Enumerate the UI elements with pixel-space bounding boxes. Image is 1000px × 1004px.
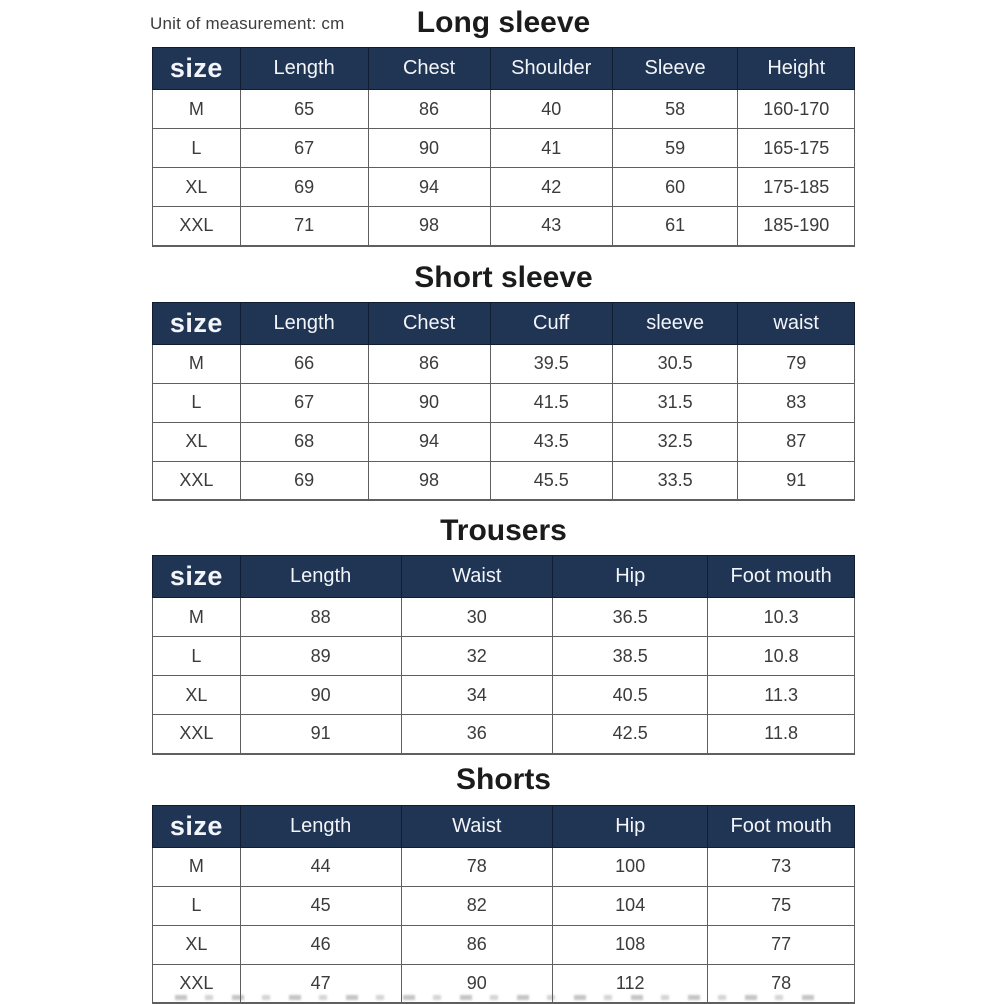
value-cell: 43.5 — [490, 422, 612, 461]
size-column-header: size — [153, 302, 241, 344]
value-cell: 165-175 — [738, 129, 855, 168]
value-cell: 42 — [490, 168, 612, 207]
value-cell: 78 — [401, 847, 553, 886]
shorts-table — [152, 805, 855, 1004]
size-chart — [152, 0, 855, 1004]
value-cell: 86 — [368, 344, 490, 383]
trousers-title: Trousers — [152, 509, 855, 553]
value-cell: 160-170 — [738, 90, 855, 129]
size-cell: M — [153, 847, 241, 886]
value-cell: 90 — [401, 964, 553, 1003]
column-header: Cuff — [490, 302, 612, 344]
value-cell: 90 — [240, 676, 401, 715]
size-column-header: size — [153, 48, 241, 90]
shorts-title: Shorts — [152, 758, 855, 802]
value-cell: 69 — [240, 168, 368, 207]
value-cell: 47 — [240, 964, 401, 1003]
value-cell: 104 — [553, 886, 708, 925]
table-row — [153, 207, 855, 246]
value-cell: 91 — [240, 715, 401, 754]
table-row — [153, 383, 855, 422]
value-cell: 65 — [240, 90, 368, 129]
column-header: sleeve — [612, 302, 738, 344]
column-header: Waist — [401, 805, 553, 847]
table-row — [153, 715, 855, 754]
table-row — [153, 422, 855, 461]
value-cell: 94 — [368, 422, 490, 461]
value-cell: 83 — [738, 383, 855, 422]
value-cell: 86 — [401, 925, 553, 964]
value-cell: 175-185 — [738, 168, 855, 207]
size-cell: XL — [153, 676, 241, 715]
short-sleeve-title: Short sleeve — [152, 256, 855, 300]
value-cell: 112 — [553, 964, 708, 1003]
value-cell: 39.5 — [490, 344, 612, 383]
unit-of-measurement-note: Unit of measurement: cm — [150, 14, 345, 34]
value-cell: 46 — [240, 925, 401, 964]
value-cell: 36 — [401, 715, 553, 754]
value-cell: 98 — [368, 207, 490, 246]
table-row — [153, 676, 855, 715]
value-cell: 88 — [240, 598, 401, 637]
size-cell: M — [153, 344, 241, 383]
column-header: Length — [240, 805, 401, 847]
short-sleeve-table — [152, 302, 855, 502]
value-cell: 45.5 — [490, 461, 612, 500]
header-row — [153, 48, 855, 90]
value-cell: 31.5 — [612, 383, 738, 422]
value-cell: 61 — [612, 207, 738, 246]
table-row — [153, 598, 855, 637]
value-cell: 87 — [738, 422, 855, 461]
value-cell: 90 — [368, 383, 490, 422]
value-cell: 60 — [612, 168, 738, 207]
value-cell: 41.5 — [490, 383, 612, 422]
value-cell: 34 — [401, 676, 553, 715]
table-row — [153, 847, 855, 886]
value-cell: 90 — [368, 129, 490, 168]
table-row — [153, 344, 855, 383]
value-cell: 67 — [240, 383, 368, 422]
value-cell: 38.5 — [553, 637, 708, 676]
value-cell: 91 — [738, 461, 855, 500]
column-header: Waist — [401, 556, 553, 598]
value-cell: 108 — [553, 925, 708, 964]
size-cell: XL — [153, 168, 241, 207]
size-cell: L — [153, 886, 241, 925]
value-cell: 82 — [401, 886, 553, 925]
column-header: Chest — [368, 48, 490, 90]
value-cell: 36.5 — [553, 598, 708, 637]
size-cell: XXL — [153, 207, 241, 246]
column-header: Hip — [553, 805, 708, 847]
table-row — [153, 461, 855, 500]
value-cell: 66 — [240, 344, 368, 383]
size-cell: XL — [153, 422, 241, 461]
size-cell: M — [153, 90, 241, 129]
value-cell: 30.5 — [612, 344, 738, 383]
header-row — [153, 556, 855, 598]
value-cell: 77 — [708, 925, 855, 964]
column-header: Sleeve — [612, 48, 738, 90]
value-cell: 45 — [240, 886, 401, 925]
trousers-table — [152, 555, 855, 755]
size-cell: XXL — [153, 715, 241, 754]
column-header: waist — [738, 302, 855, 344]
size-column-header: size — [153, 805, 241, 847]
value-cell: 40.5 — [553, 676, 708, 715]
value-cell: 41 — [490, 129, 612, 168]
value-cell: 11.8 — [708, 715, 855, 754]
value-cell: 79 — [738, 344, 855, 383]
value-cell: 89 — [240, 637, 401, 676]
size-cell: L — [153, 383, 241, 422]
table-row — [153, 168, 855, 207]
value-cell: 86 — [368, 90, 490, 129]
value-cell: 33.5 — [612, 461, 738, 500]
table-row — [153, 886, 855, 925]
column-header: Length — [240, 556, 401, 598]
header-row — [153, 805, 855, 847]
column-header: Height — [738, 48, 855, 90]
value-cell: 11.3 — [708, 676, 855, 715]
long-sleeve-title: Long sleeve — [152, 1, 855, 45]
size-column-header: size — [153, 556, 241, 598]
table-row — [153, 637, 855, 676]
size-cell: XL — [153, 925, 241, 964]
value-cell: 32.5 — [612, 422, 738, 461]
column-header: Shoulder — [490, 48, 612, 90]
short-sleeve-section — [152, 256, 855, 502]
size-cell: M — [153, 598, 241, 637]
column-header: Foot mouth — [708, 805, 855, 847]
value-cell: 44 — [240, 847, 401, 886]
trousers-section — [152, 509, 855, 755]
column-header: Foot mouth — [708, 556, 855, 598]
value-cell: 40 — [490, 90, 612, 129]
long-sleeve-section — [152, 1, 855, 247]
value-cell: 75 — [708, 886, 855, 925]
value-cell: 30 — [401, 598, 553, 637]
value-cell: 59 — [612, 129, 738, 168]
value-cell: 10.8 — [708, 637, 855, 676]
table-row — [153, 129, 855, 168]
size-cell: L — [153, 637, 241, 676]
size-cell: XXL — [153, 964, 241, 1003]
value-cell: 78 — [708, 964, 855, 1003]
value-cell: 43 — [490, 207, 612, 246]
value-cell: 98 — [368, 461, 490, 500]
cutoff-bottom-text — [175, 995, 825, 1000]
value-cell: 69 — [240, 461, 368, 500]
table-row — [153, 90, 855, 129]
value-cell: 100 — [553, 847, 708, 886]
value-cell: 68 — [240, 422, 368, 461]
value-cell: 94 — [368, 168, 490, 207]
table-row — [153, 925, 855, 964]
value-cell: 185-190 — [738, 207, 855, 246]
value-cell: 42.5 — [553, 715, 708, 754]
value-cell: 32 — [401, 637, 553, 676]
long-sleeve-table — [152, 47, 855, 247]
column-header: Length — [240, 302, 368, 344]
header-row — [153, 302, 855, 344]
column-header: Hip — [553, 556, 708, 598]
size-cell: XXL — [153, 461, 241, 500]
column-header: Length — [240, 48, 368, 90]
value-cell: 67 — [240, 129, 368, 168]
value-cell: 58 — [612, 90, 738, 129]
shorts-section — [152, 758, 855, 1004]
value-cell: 10.3 — [708, 598, 855, 637]
size-cell: L — [153, 129, 241, 168]
value-cell: 71 — [240, 207, 368, 246]
column-header: Chest — [368, 302, 490, 344]
value-cell: 73 — [708, 847, 855, 886]
